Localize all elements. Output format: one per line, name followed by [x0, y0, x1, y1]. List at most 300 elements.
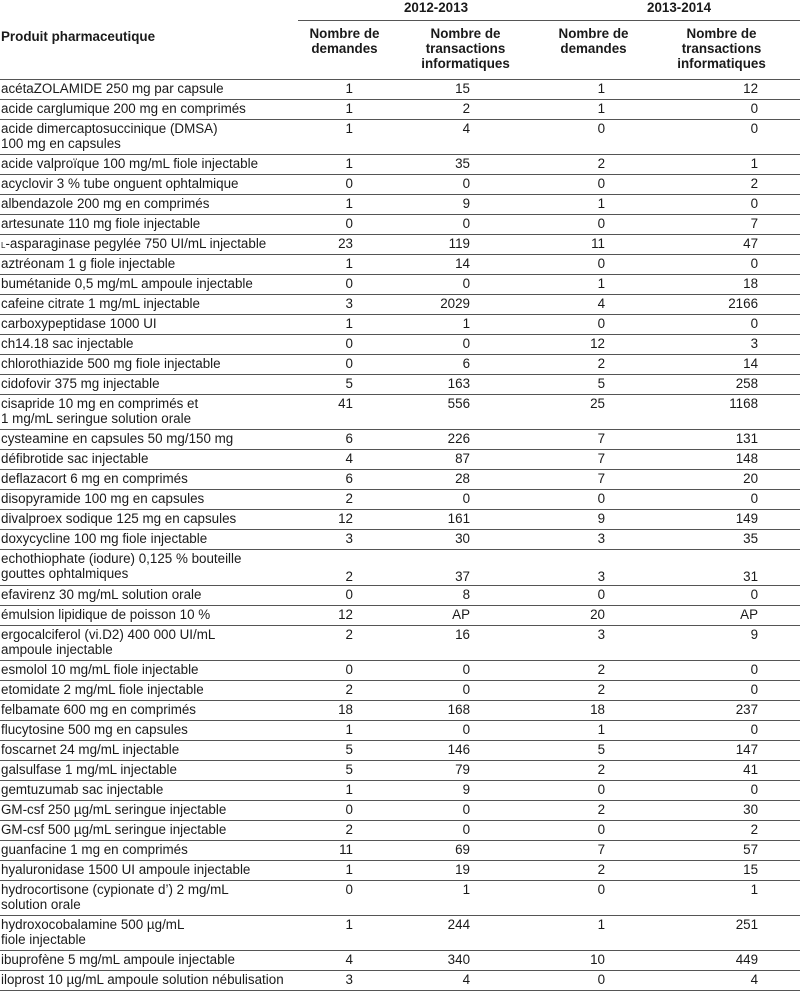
transactions-2013-2014: 251 — [635, 915, 800, 950]
transactions-2013-2014: 41 — [635, 760, 800, 780]
table-row — [0, 154, 800, 174]
transactions-2013-2014: 237 — [635, 700, 800, 720]
table-row — [0, 274, 800, 294]
demandes-2013-2014: 0 — [534, 174, 635, 194]
demandes-2013-2014: 3 — [534, 625, 635, 660]
year-header-blank — [0, 0, 298, 21]
demandes-2013-2014: 1 — [534, 79, 635, 99]
demandes-2013-2014: 2 — [534, 354, 635, 374]
transactions-2012-2013: 0 — [383, 720, 534, 740]
product-name — [0, 234, 298, 254]
product-name-line1: acide dimercaptosuccinique (DMSA) — [1, 120, 218, 136]
demandes-2012-2013: 6 — [298, 469, 383, 489]
year-header-row — [0, 0, 800, 21]
product-name-line1: doxycycline 100 mg fiole injectable — [1, 530, 208, 546]
transactions-2012-2013: 0 — [383, 800, 534, 820]
demandes-2013-2014: 4 — [534, 294, 635, 314]
demandes-2013-2014: 5 — [534, 740, 635, 760]
transactions-2013-2014: 147 — [635, 740, 800, 760]
table-row — [0, 429, 800, 449]
transactions-header-1: Nombre de transactions informatiques — [383, 21, 534, 80]
product-name-line1: bumétanide 0,5 mg/mL ampoule injectable — [1, 275, 253, 291]
demandes-2012-2013: 5 — [298, 374, 383, 394]
table-row — [0, 234, 800, 254]
table-row — [0, 585, 800, 605]
product-name — [0, 99, 298, 119]
table-row — [0, 720, 800, 740]
product-name — [0, 469, 298, 489]
product-name — [0, 509, 298, 529]
transactions-2012-2013: 14 — [383, 254, 534, 274]
transactions-2012-2013: 0 — [383, 820, 534, 840]
product-name-line1: gemtuzumab sac injectable — [1, 781, 164, 797]
transactions-2013-2014: 131 — [635, 429, 800, 449]
transactions-header-2: Nombre de transactions informatiques — [635, 21, 800, 80]
demandes-2012-2013: 18 — [298, 700, 383, 720]
product-name-line2: gouttes ophtalmiques — [1, 565, 129, 581]
year-header-2013-2014: 2013-2014 — [534, 0, 800, 21]
product-name-line1: acétaZOLAMIDE 250 mg par capsule — [1, 80, 224, 96]
transactions-2013-2014: 18 — [635, 274, 800, 294]
product-name-line1: hydroxocobalamine 500 µg/mL — [1, 916, 185, 932]
product-name-line1: disopyramide 100 mg en capsules — [1, 490, 205, 506]
product-name-line1: cafeine citrate 1 mg/mL injectable — [1, 295, 200, 311]
demandes-2012-2013: 1 — [298, 860, 383, 880]
table-row — [0, 625, 800, 660]
demandes-2012-2013: 1 — [298, 314, 383, 334]
transactions-2012-2013: 15 — [383, 79, 534, 99]
product-name — [0, 449, 298, 469]
table-row — [0, 394, 800, 429]
transactions-2013-2014: 0 — [635, 119, 800, 154]
product-name — [0, 625, 298, 660]
transactions-2012-2013: AP — [383, 605, 534, 625]
table-row — [0, 915, 800, 950]
product-name — [0, 529, 298, 549]
product-name — [0, 549, 298, 585]
transactions-2012-2013: 0 — [383, 334, 534, 354]
table-row — [0, 119, 800, 154]
transactions-2012-2013: 2 — [383, 99, 534, 119]
demandes-2012-2013: 1 — [298, 99, 383, 119]
transactions-2013-2014: 2 — [635, 174, 800, 194]
product-name — [0, 174, 298, 194]
table-row — [0, 489, 800, 509]
product-name-line1: albendazole 200 mg en comprimés — [1, 195, 210, 211]
demandes-2013-2014: 0 — [534, 880, 635, 915]
product-name-prefix: l — [1, 236, 6, 251]
table-row — [0, 840, 800, 860]
product-name-line1: acide carglumique 200 mg en comprimés — [1, 100, 246, 116]
transactions-2013-2014: 149 — [635, 509, 800, 529]
demandes-2012-2013: 0 — [298, 214, 383, 234]
demandes-2013-2014: 7 — [534, 449, 635, 469]
demandes-2013-2014: 0 — [534, 254, 635, 274]
product-name — [0, 194, 298, 214]
demandes-2013-2014: 0 — [534, 489, 635, 509]
transactions-2012-2013: 4 — [383, 119, 534, 154]
transactions-2013-2014: 57 — [635, 840, 800, 860]
table-row — [0, 880, 800, 915]
product-name-line1: echothiophate (iodure) 0,125 % bouteille — [1, 550, 242, 566]
demandes-2012-2013: 3 — [298, 970, 383, 990]
transactions-2012-2013: 0 — [383, 174, 534, 194]
product-name — [0, 374, 298, 394]
table-row — [0, 174, 800, 194]
demandes-2012-2013: 11 — [298, 840, 383, 860]
demandes-2012-2013: 4 — [298, 950, 383, 970]
demandes-2012-2013: 1 — [298, 154, 383, 174]
demandes-2012-2013: 5 — [298, 740, 383, 760]
transactions-2013-2014: 4 — [635, 970, 800, 990]
demandes-2013-2014: 2 — [534, 660, 635, 680]
transactions-2013-2014: 1168 — [635, 394, 800, 429]
table-row — [0, 194, 800, 214]
year-header-2012-2013: 2012-2013 — [298, 0, 534, 21]
product-name — [0, 740, 298, 760]
table-row — [0, 374, 800, 394]
product-name-line1: -asparaginase pegylée 750 UI/mL injectable — [5, 235, 267, 251]
transactions-2013-2014: AP — [635, 605, 800, 625]
product-name-line1: ibuprofène 5 mg/mL ampoule injectable — [1, 951, 235, 967]
product-name — [0, 760, 298, 780]
product-name — [0, 860, 298, 880]
product-name-line2: fiole injectable — [1, 931, 86, 947]
demandes-2013-2014: 18 — [534, 700, 635, 720]
product-name-line1: aztréonam 1 g fiole injectable — [1, 255, 176, 271]
transactions-2013-2014: 9 — [635, 625, 800, 660]
product-name — [0, 314, 298, 334]
transactions-2013-2014: 0 — [635, 194, 800, 214]
transactions-2012-2013: 0 — [383, 274, 534, 294]
product-name — [0, 254, 298, 274]
product-name — [0, 394, 298, 429]
product-name — [0, 880, 298, 915]
demandes-2012-2013: 12 — [298, 509, 383, 529]
demandes-2013-2014: 0 — [534, 970, 635, 990]
demandes-2012-2013: 1 — [298, 254, 383, 274]
product-name — [0, 840, 298, 860]
transactions-2013-2014: 30 — [635, 800, 800, 820]
transactions-2013-2014: 0 — [635, 780, 800, 800]
table-row — [0, 314, 800, 334]
transactions-2013-2014: 2 — [635, 820, 800, 840]
transactions-2012-2013: 8 — [383, 585, 534, 605]
product-name-line1: cidofovir 375 mg injectable — [1, 375, 160, 391]
demandes-2012-2013: 4 — [298, 449, 383, 469]
demandes-2013-2014: 3 — [534, 549, 635, 585]
demandes-2013-2014: 11 — [534, 234, 635, 254]
demandes-2013-2014: 5 — [534, 374, 635, 394]
product-name-line1: défibrotide sac injectable — [1, 450, 149, 466]
product-name-line1: hyaluronidase 1500 UI ampoule injectable — [1, 861, 251, 877]
demandes-2013-2014: 2 — [534, 760, 635, 780]
transactions-2013-2014: 0 — [635, 585, 800, 605]
product-name — [0, 720, 298, 740]
product-name — [0, 274, 298, 294]
demandes-2012-2013: 23 — [298, 234, 383, 254]
transactions-2013-2014: 12 — [635, 79, 800, 99]
demandes-2012-2013: 6 — [298, 429, 383, 449]
transactions-2012-2013: 1 — [383, 314, 534, 334]
table-row — [0, 214, 800, 234]
table-row — [0, 254, 800, 274]
product-name — [0, 585, 298, 605]
table-row — [0, 740, 800, 760]
demandes-2013-2014: 1 — [534, 99, 635, 119]
demandes-2013-2014: 9 — [534, 509, 635, 529]
table-row — [0, 605, 800, 625]
product-name — [0, 354, 298, 374]
transactions-2012-2013: 69 — [383, 840, 534, 860]
demandes-2013-2014: 1 — [534, 720, 635, 740]
transactions-2013-2014: 0 — [635, 99, 800, 119]
demandes-2013-2014: 1 — [534, 915, 635, 950]
product-name-line1: chlorothiazide 500 mg fiole injectable — [1, 355, 221, 371]
product-name-line2: ampoule injectable — [1, 641, 113, 657]
transactions-2012-2013: 4 — [383, 970, 534, 990]
demandes-2012-2013: 1 — [298, 119, 383, 154]
product-name — [0, 950, 298, 970]
demandes-2012-2013: 0 — [298, 334, 383, 354]
transactions-2012-2013: 1 — [383, 880, 534, 915]
product-name — [0, 680, 298, 700]
transactions-2012-2013: 146 — [383, 740, 534, 760]
transactions-2013-2014: 2166 — [635, 294, 800, 314]
product-name — [0, 915, 298, 950]
transactions-2013-2014: 20 — [635, 469, 800, 489]
demandes-2012-2013: 41 — [298, 394, 383, 429]
column-header-row — [0, 21, 800, 80]
transactions-2013-2014: 449 — [635, 950, 800, 970]
product-name-line1: divalproex sodique 125 mg en capsules — [1, 510, 237, 526]
demandes-2012-2013: 1 — [298, 720, 383, 740]
table-row — [0, 820, 800, 840]
transactions-2013-2014: 47 — [635, 234, 800, 254]
table-row — [0, 760, 800, 780]
demandes-2013-2014: 2 — [534, 154, 635, 174]
demandes-2013-2014: 0 — [534, 214, 635, 234]
product-name-line1: émulsion lipidique de poisson 10 % — [1, 606, 211, 622]
demandes-2012-2013: 1 — [298, 79, 383, 99]
transactions-2013-2014: 0 — [635, 489, 800, 509]
product-name-line1: ergocalciferol (vi.D2) 400 000 UI/mL — [1, 626, 216, 642]
transactions-2013-2014: 0 — [635, 720, 800, 740]
transactions-2012-2013: 16 — [383, 625, 534, 660]
demandes-2012-2013: 1 — [298, 780, 383, 800]
transactions-2013-2014: 1 — [635, 880, 800, 915]
transactions-2012-2013: 6 — [383, 354, 534, 374]
demandes-2013-2014: 20 — [534, 605, 635, 625]
transactions-2013-2014: 1 — [635, 154, 800, 174]
table-row — [0, 449, 800, 469]
table-row — [0, 79, 800, 99]
product-name — [0, 970, 298, 990]
demandes-2012-2013: 2 — [298, 680, 383, 700]
product-name-line1: acyclovir 3 % tube onguent ophtalmique — [1, 175, 239, 191]
demandes-2013-2014: 2 — [534, 800, 635, 820]
transactions-2012-2013: 119 — [383, 234, 534, 254]
transactions-2013-2014: 148 — [635, 449, 800, 469]
product-name-line2: 100 mg en capsules — [1, 135, 121, 151]
demandes-2013-2014: 2 — [534, 680, 635, 700]
demandes-2013-2014: 12 — [534, 334, 635, 354]
demandes-2013-2014: 0 — [534, 119, 635, 154]
transactions-2012-2013: 168 — [383, 700, 534, 720]
demandes-2013-2014: 1 — [534, 194, 635, 214]
demandes-2013-2014: 10 — [534, 950, 635, 970]
table-row — [0, 294, 800, 314]
demandes-2012-2013: 0 — [298, 174, 383, 194]
transactions-2012-2013: 340 — [383, 950, 534, 970]
table-row — [0, 509, 800, 529]
table-row — [0, 529, 800, 549]
transactions-2013-2014: 31 — [635, 549, 800, 585]
table-row — [0, 860, 800, 880]
transactions-2012-2013: 244 — [383, 915, 534, 950]
product-name — [0, 700, 298, 720]
transactions-2012-2013: 0 — [383, 214, 534, 234]
product-name-line2: solution orale — [1, 896, 81, 912]
table-body — [0, 79, 800, 990]
product-name-line1: ch14.18 sac injectable — [1, 335, 134, 351]
transactions-2013-2014: 0 — [635, 254, 800, 274]
product-name — [0, 294, 298, 314]
transactions-2012-2013: 556 — [383, 394, 534, 429]
transactions-2012-2013: 9 — [383, 780, 534, 800]
table-row — [0, 680, 800, 700]
product-name-line2: 1 mg/mL seringue solution orale — [1, 410, 192, 426]
demandes-2012-2013: 2 — [298, 489, 383, 509]
product-column-header: Produit pharmaceutique — [0, 21, 298, 80]
table-row — [0, 334, 800, 354]
table-row — [0, 469, 800, 489]
product-name-line1: hydrocortisone (cypionate d’) 2 mg/mL — [1, 881, 229, 897]
transactions-2012-2013: 9 — [383, 194, 534, 214]
table-row — [0, 970, 800, 990]
demandes-2013-2014: 1 — [534, 274, 635, 294]
product-name-line1: deflazacort 6 mg en comprimés — [1, 470, 188, 486]
product-name — [0, 660, 298, 680]
demandes-2013-2014: 25 — [534, 394, 635, 429]
demandes-2012-2013: 2 — [298, 625, 383, 660]
demandes-header-2: Nombre de demandes — [534, 21, 635, 80]
transactions-2012-2013: 79 — [383, 760, 534, 780]
transactions-2012-2013: 37 — [383, 549, 534, 585]
transactions-2012-2013: 35 — [383, 154, 534, 174]
product-name-line1: cysteamine en capsules 50 mg/150 mg — [1, 430, 234, 446]
demandes-2012-2013: 2 — [298, 549, 383, 585]
product-name-line1: felbamate 600 mg en comprimés — [1, 701, 197, 717]
product-name-line1: esmolol 10 mg/mL fiole injectable — [1, 661, 199, 677]
demandes-2012-2013: 0 — [298, 880, 383, 915]
demandes-2013-2014: 7 — [534, 840, 635, 860]
product-name-line1: acide valproïque 100 mg/mL fiole injectable — [1, 155, 259, 171]
product-name — [0, 214, 298, 234]
demandes-header-1: Nombre de demandes — [298, 21, 383, 80]
product-name — [0, 119, 298, 154]
product-name-line1: efavirenz 30 mg/mL solution orale — [1, 586, 202, 602]
transactions-2013-2014: 3 — [635, 334, 800, 354]
demandes-2012-2013: 0 — [298, 354, 383, 374]
product-name — [0, 334, 298, 354]
transactions-2012-2013: 163 — [383, 374, 534, 394]
table-row — [0, 660, 800, 680]
demandes-2012-2013: 2 — [298, 820, 383, 840]
demandes-2012-2013: 0 — [298, 274, 383, 294]
demandes-2012-2013: 1 — [298, 915, 383, 950]
transactions-2012-2013: 30 — [383, 529, 534, 549]
product-name-line1: iloprost 10 µg/mL ampoule solution nébulisation — [1, 971, 284, 987]
demandes-2012-2013: 5 — [298, 760, 383, 780]
demandes-2013-2014: 0 — [534, 780, 635, 800]
table-row — [0, 800, 800, 820]
transactions-2013-2014: 14 — [635, 354, 800, 374]
transactions-2013-2014: 0 — [635, 314, 800, 334]
demandes-2013-2014: 0 — [534, 585, 635, 605]
product-name — [0, 780, 298, 800]
product-name-line1: cisapride 10 mg en comprimés et — [1, 395, 199, 411]
product-name-line1: flucytosine 500 mg en capsules — [1, 721, 188, 737]
demandes-2013-2014: 2 — [534, 860, 635, 880]
transactions-2012-2013: 0 — [383, 489, 534, 509]
product-name — [0, 820, 298, 840]
product-name-line1: galsulfase 1 mg/mL injectable — [1, 761, 177, 777]
demandes-2012-2013: 1 — [298, 194, 383, 214]
product-name-line1: guanfacine 1 mg en comprimés — [1, 841, 188, 857]
table-row — [0, 780, 800, 800]
demandes-2013-2014: 7 — [534, 429, 635, 449]
demandes-2012-2013: 0 — [298, 660, 383, 680]
product-name — [0, 489, 298, 509]
demandes-2012-2013: 12 — [298, 605, 383, 625]
product-name — [0, 800, 298, 820]
transactions-2012-2013: 19 — [383, 860, 534, 880]
product-name — [0, 605, 298, 625]
transactions-2012-2013: 0 — [383, 660, 534, 680]
product-name-line1: foscarnet 24 mg/mL injectable — [1, 741, 180, 757]
table-row — [0, 99, 800, 119]
table-row — [0, 950, 800, 970]
transactions-2013-2014: 258 — [635, 374, 800, 394]
demandes-2013-2014: 0 — [534, 314, 635, 334]
product-name — [0, 429, 298, 449]
demandes-2012-2013: 3 — [298, 529, 383, 549]
product-name-line1: GM-csf 250 µg/mL seringue injectable — [1, 801, 227, 817]
transactions-2012-2013: 28 — [383, 469, 534, 489]
product-name-line1: artesunate 110 mg fiole injectable — [1, 215, 201, 231]
product-name — [0, 154, 298, 174]
transactions-2013-2014: 35 — [635, 529, 800, 549]
transactions-2013-2014: 0 — [635, 660, 800, 680]
transactions-2012-2013: 226 — [383, 429, 534, 449]
transactions-2012-2013: 161 — [383, 509, 534, 529]
transactions-2012-2013: 2029 — [383, 294, 534, 314]
demandes-2012-2013: 0 — [298, 585, 383, 605]
table-row — [0, 354, 800, 374]
product-name-line1: carboxypeptidase 1000 UI — [1, 315, 157, 331]
table-row — [0, 700, 800, 720]
demandes-2012-2013: 0 — [298, 800, 383, 820]
demandes-2013-2014: 3 — [534, 529, 635, 549]
transactions-2012-2013: 87 — [383, 449, 534, 469]
demandes-2013-2014: 0 — [534, 820, 635, 840]
product-name-line1: GM-csf 500 µg/mL seringue injectable — [1, 821, 227, 837]
transactions-2013-2014: 7 — [635, 214, 800, 234]
demandes-2013-2014: 7 — [534, 469, 635, 489]
table-row — [0, 549, 800, 585]
product-name-line1: etomidate 2 mg/mL fiole injectable — [1, 681, 204, 697]
